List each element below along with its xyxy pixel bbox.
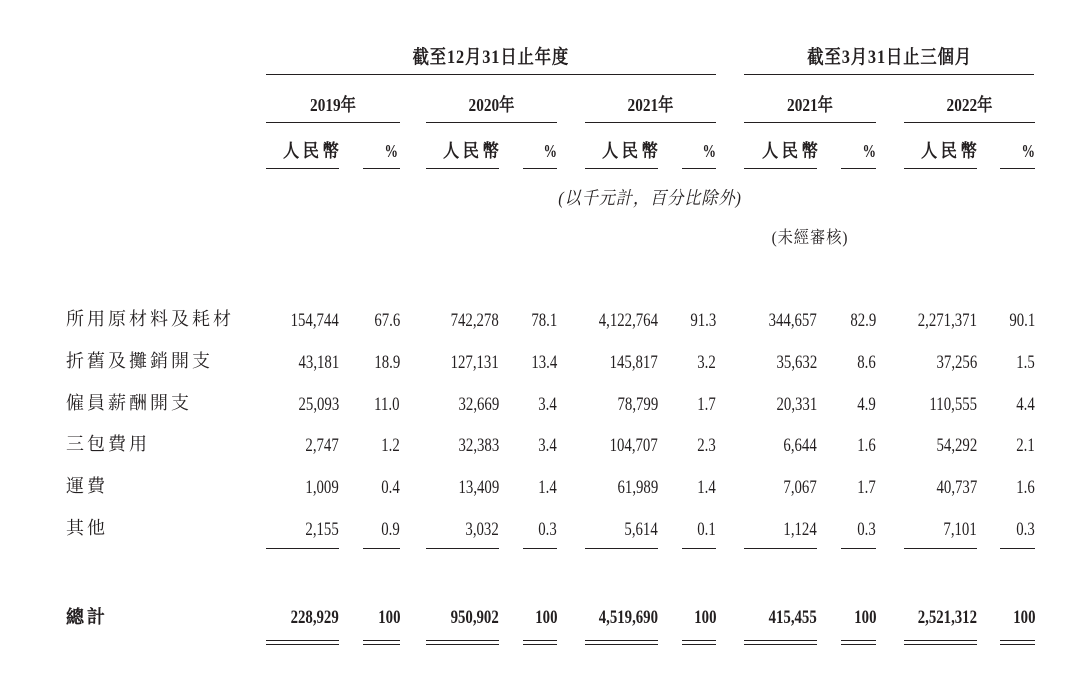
row-6-cell-4: 0.3 <box>538 519 557 540</box>
note-unaudited: (未經審核) <box>771 228 849 247</box>
subtotal-rule-4 <box>523 548 557 549</box>
underline-pct-2021-quarter <box>841 168 876 169</box>
row-5-cell-5: 61,989 <box>617 477 658 498</box>
total-double-rule-10 <box>1000 640 1035 645</box>
row-2-cell-3: 127,131 <box>450 352 499 373</box>
underline-unit-2022 <box>904 168 977 169</box>
row-4-cell-7: 6,644 <box>783 435 817 456</box>
row-3-cell-9: 110,555 <box>929 394 977 415</box>
underline-unit-2020 <box>426 168 499 169</box>
underline-unit-2019 <box>266 168 339 169</box>
row-4-cell-10: 2.1 <box>1016 435 1035 456</box>
subtotal-rule-5 <box>585 548 658 549</box>
total-cell-10: 100 <box>1012 607 1035 628</box>
row-3-cell-5: 78,799 <box>617 394 658 415</box>
subtotal-rule-9 <box>904 548 977 549</box>
pct-header-2021-quarter: % <box>862 141 876 161</box>
total-double-rule-8 <box>841 640 876 645</box>
subtotal-rule-7 <box>744 548 817 549</box>
row-6-cell-7: 1,124 <box>783 519 817 540</box>
total-cell-8: 100 <box>853 607 876 628</box>
row-6-cell-6: 0.1 <box>697 519 716 540</box>
row-2-cell-10: 1.5 <box>1016 352 1035 373</box>
unit-header-2019: 人民幣 <box>283 141 343 161</box>
total-double-rule-7 <box>744 640 817 645</box>
row-5-cell-8: 1.7 <box>857 477 876 498</box>
total-cell-7: 415,455 <box>768 607 817 628</box>
underline-annual-group <box>266 74 716 75</box>
row-1-cell-5: 4,122,764 <box>598 310 658 331</box>
row-4-cell-5: 104,707 <box>609 435 658 456</box>
underline-pct-2022 <box>1000 168 1035 169</box>
row-6-cell-10: 0.3 <box>1016 519 1035 540</box>
row-6-cell-2: 0.9 <box>381 519 400 540</box>
pct-header-2021-annual: % <box>702 141 716 161</box>
underline-year-2019 <box>266 122 400 123</box>
row-2-cell-8: 8.6 <box>857 352 876 373</box>
pct-header-2019: % <box>384 141 398 161</box>
row-1-cell-8: 82.9 <box>850 310 876 331</box>
row-1-cell-6: 91.3 <box>690 310 716 331</box>
unit-header-2020: 人民幣 <box>443 141 503 161</box>
underline-year-2022 <box>904 122 1035 123</box>
total-cell-3: 950,902 <box>450 607 499 628</box>
row-1-cell-4: 78.1 <box>531 310 557 331</box>
underline-quarter-group <box>744 74 1034 75</box>
row-5-cell-2: 0.4 <box>381 477 400 498</box>
row-3-cell-4: 3.4 <box>538 394 557 415</box>
row-3-cell-6: 1.7 <box>697 394 716 415</box>
row-1-cell-7: 344,657 <box>768 310 817 331</box>
year-2021-annual: 2021年 <box>627 95 674 115</box>
underline-pct-2019 <box>363 168 400 169</box>
row-3-cell-3: 32,669 <box>458 394 499 415</box>
row-label: 僱員薪酬開支 <box>66 393 192 413</box>
row-4-cell-4: 3.4 <box>538 435 557 456</box>
subtotal-rule-8 <box>841 548 876 549</box>
row-1-cell-9: 2,271,371 <box>917 310 977 331</box>
row-5-cell-10: 1.6 <box>1016 477 1035 498</box>
year-2021-quarter: 2021年 <box>787 95 833 115</box>
total-double-rule-9 <box>904 640 977 645</box>
row-5-cell-1: 1,009 <box>305 477 339 498</box>
total-double-rule-1 <box>266 640 339 645</box>
row-2-cell-4: 13.4 <box>531 352 557 373</box>
row-3-cell-2: 11.0 <box>374 394 400 415</box>
row-3-cell-8: 4.9 <box>857 394 876 415</box>
row-3-cell-1: 25,093 <box>298 394 339 415</box>
row-5-cell-6: 1.4 <box>697 477 716 498</box>
row-2-cell-9: 37,256 <box>936 352 977 373</box>
subtotal-rule-10 <box>1000 548 1035 549</box>
row-5-cell-4: 1.4 <box>538 477 557 498</box>
year-2022: 2022年 <box>946 95 993 115</box>
row-4-cell-6: 2.3 <box>697 435 716 456</box>
row-label: 折舊及攤銷開支 <box>66 351 213 371</box>
underline-unit-2021-quarter <box>744 168 817 169</box>
total-label: 總計 <box>66 607 108 627</box>
header-annual-group: 截至12月31日止年度 <box>412 47 570 68</box>
underline-year-2020 <box>426 122 557 123</box>
row-4-cell-3: 32,383 <box>458 435 499 456</box>
row-6-cell-5: 5,614 <box>624 519 658 540</box>
row-2-cell-5: 145,817 <box>609 352 658 373</box>
underline-year-2021-quarter <box>744 122 876 123</box>
row-1-cell-1: 154,744 <box>290 310 339 331</box>
year-2019: 2019年 <box>310 95 356 115</box>
row-4-cell-2: 1.2 <box>381 435 400 456</box>
row-6-cell-1: 2,155 <box>305 519 339 540</box>
row-1-cell-10: 90.1 <box>1009 310 1035 331</box>
subtotal-rule-3 <box>426 548 499 549</box>
total-cell-6: 100 <box>693 607 716 628</box>
row-5-cell-3: 13,409 <box>458 477 499 498</box>
row-4-cell-8: 1.6 <box>857 435 876 456</box>
total-cell-2: 100 <box>377 607 400 628</box>
unit-header-2021-quarter: 人民幣 <box>762 141 822 161</box>
total-double-rule-5 <box>585 640 658 645</box>
subtotal-rule-2 <box>363 548 400 549</box>
row-3-cell-10: 4.4 <box>1016 394 1035 415</box>
row-5-cell-7: 7,067 <box>783 477 817 498</box>
header-quarter-group: 截至3月31日止三個月 <box>807 47 973 68</box>
total-double-rule-2 <box>363 640 400 645</box>
row-3-cell-7: 20,331 <box>776 394 817 415</box>
underline-unit-2021-annual <box>585 168 658 169</box>
row-label: 其他 <box>66 518 108 538</box>
unit-header-2021-annual: 人民幣 <box>602 141 662 161</box>
underline-pct-2021-annual <box>682 168 716 169</box>
unit-header-2022: 人民幣 <box>921 141 981 161</box>
pct-header-2020: % <box>543 141 557 161</box>
row-1-cell-2: 67.6 <box>374 310 400 331</box>
total-cell-5: 4,519,690 <box>598 607 658 628</box>
subtotal-rule-1 <box>266 548 339 549</box>
note-thousands: (以千元計，百分比除外) <box>558 188 742 208</box>
subtotal-rule-6 <box>682 548 716 549</box>
year-2020: 2020年 <box>468 95 515 115</box>
row-6-cell-9: 7,101 <box>943 519 977 540</box>
total-cell-1: 228,929 <box>290 607 339 628</box>
total-double-rule-6 <box>682 640 716 645</box>
row-6-cell-8: 0.3 <box>857 519 876 540</box>
row-2-cell-1: 43,181 <box>298 352 339 373</box>
row-2-cell-2: 18.9 <box>374 352 400 373</box>
row-label: 運費 <box>66 476 108 496</box>
total-double-rule-3 <box>426 640 499 645</box>
total-double-rule-4 <box>523 640 557 645</box>
row-label: 三包費用 <box>66 434 150 454</box>
row-6-cell-3: 3,032 <box>465 519 499 540</box>
pct-header-2022: % <box>1021 141 1035 161</box>
underline-year-2021-annual <box>585 122 716 123</box>
row-label: 所用原材料及耗材 <box>66 309 234 329</box>
row-4-cell-9: 54,292 <box>936 435 977 456</box>
row-1-cell-3: 742,278 <box>450 310 499 331</box>
underline-pct-2020 <box>523 168 557 169</box>
row-5-cell-9: 40,737 <box>936 477 977 498</box>
row-2-cell-6: 3.2 <box>697 352 716 373</box>
total-cell-4: 100 <box>534 607 557 628</box>
row-2-cell-7: 35,632 <box>776 352 817 373</box>
row-4-cell-1: 2,747 <box>305 435 339 456</box>
total-cell-9: 2,521,312 <box>917 607 977 628</box>
